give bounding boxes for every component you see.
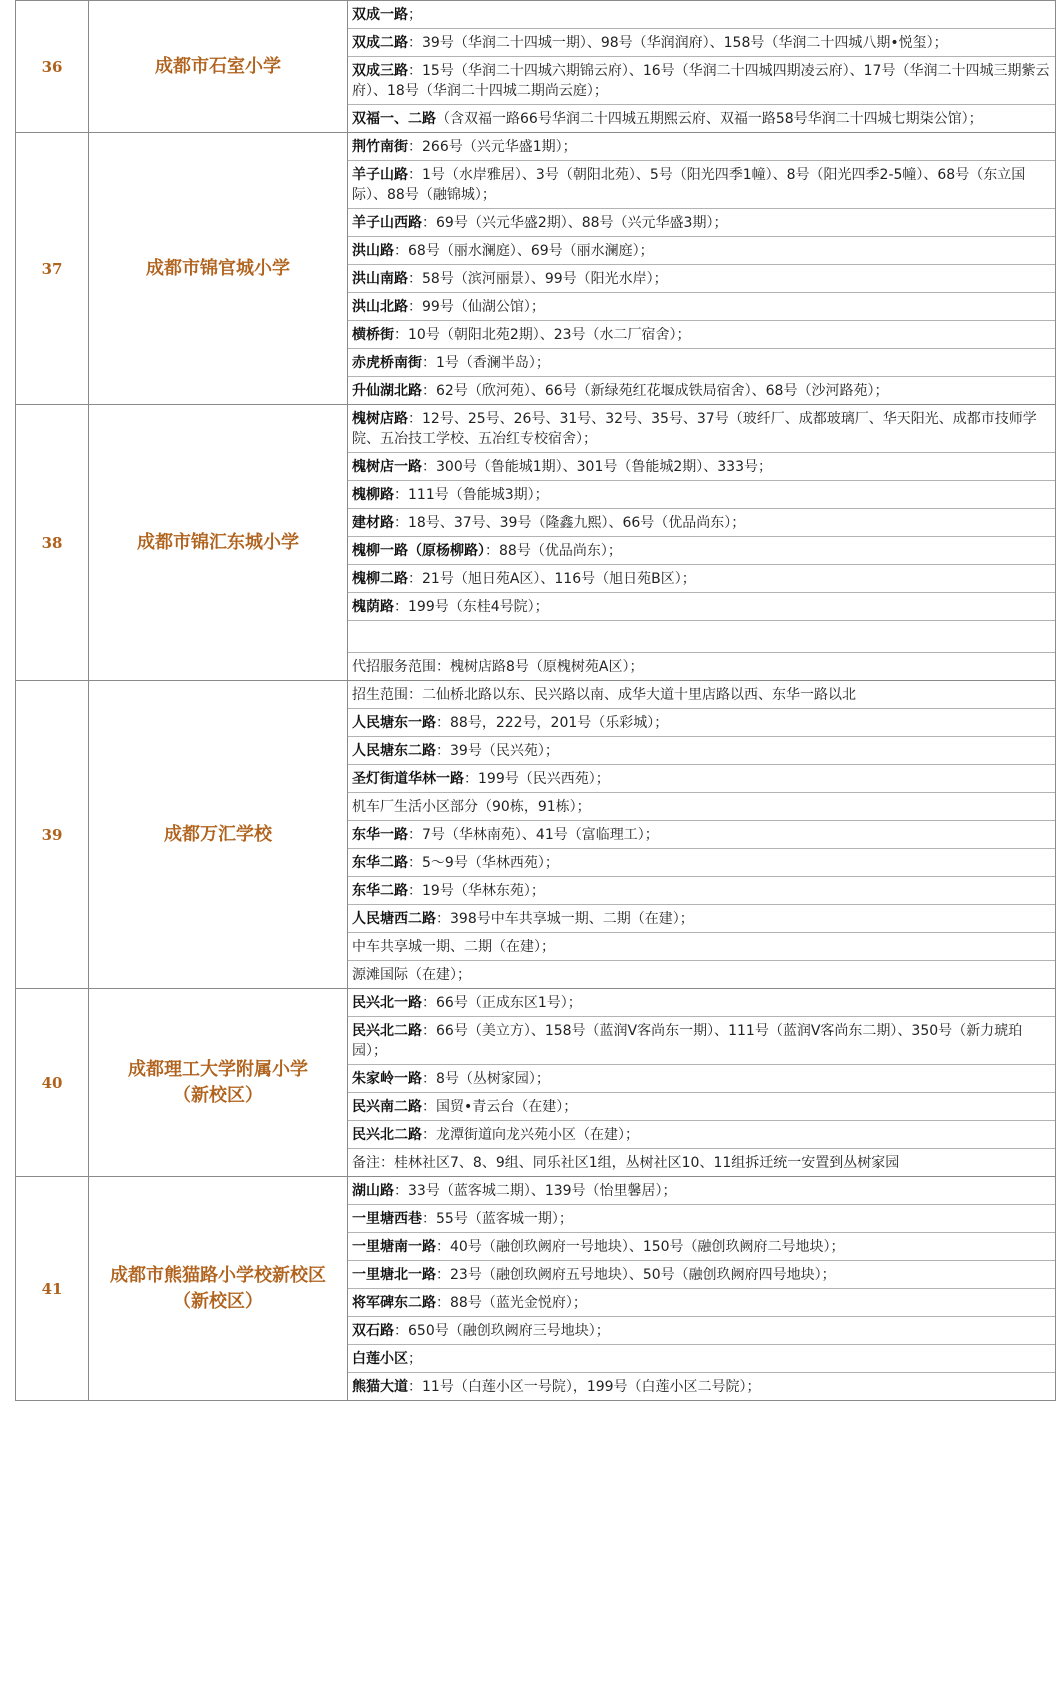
address-detail: ：8号（丛树家园）； xyxy=(422,1071,550,1087)
school-name: 成都万汇学校 xyxy=(164,823,272,845)
table-body xyxy=(16,1,1056,1401)
address-detail: ：88号，222号，201号（乐彩城）； xyxy=(436,715,669,731)
road-name: 人民塘东一路 xyxy=(352,715,436,731)
address-detail: ：15号（华润二十四城六期锦云府）、16号（华润二十四城四期凌云府）、17号（华润二十四城三期紫云府）、18号（华润二十四城二期尚云庭）； xyxy=(352,63,1050,99)
school-name: 成都市锦汇东城小学 xyxy=(137,531,299,553)
table-row xyxy=(16,133,1056,405)
zone-line xyxy=(348,681,1055,709)
address-detail: ：58号（滨河丽景）、99号（阳光水岸）； xyxy=(408,271,668,287)
address-detail: ：99号（仙湖公馆）； xyxy=(408,299,545,315)
row-number: 37 xyxy=(16,133,89,405)
zone-line xyxy=(348,265,1055,293)
zone-line xyxy=(348,565,1055,593)
zone-line xyxy=(348,29,1055,57)
zone-detail-cell xyxy=(348,1,1056,133)
road-name: 人民塘西二路 xyxy=(352,911,436,927)
address-detail: ：40号（融创玖阙府一号地块）、150号（融创玖阙府二号地块）； xyxy=(436,1239,845,1255)
address-detail: ：199号（民兴西苑）； xyxy=(464,771,610,787)
row-number: 39 xyxy=(16,681,89,989)
address-detail: ：5～9号（华林西苑）； xyxy=(408,855,559,871)
zone-line xyxy=(348,961,1055,988)
zone-line xyxy=(348,1345,1055,1373)
row-number: 41 xyxy=(16,1177,89,1401)
enrollment-zone-table xyxy=(15,0,1056,1401)
road-name: 民兴北一路 xyxy=(352,995,422,1011)
address-detail: ：10号（朝阳北苑2期）、23号（水二厂宿舍）； xyxy=(394,327,691,343)
school-name-cell xyxy=(89,133,348,405)
zone-line xyxy=(348,509,1055,537)
zone-detail-cell xyxy=(348,1177,1056,1401)
address-detail: ：55号（蓝客城一期）； xyxy=(422,1211,573,1227)
row-number: 38 xyxy=(16,405,89,681)
school-name: 成都市熊猫路小学校新校区 xyxy=(110,1264,326,1286)
table-row xyxy=(16,1177,1056,1401)
zone-detail-cell xyxy=(348,989,1056,1177)
address-detail: ：龙潭街道向龙兴苑小区（在建）； xyxy=(422,1127,639,1143)
address-detail: ：66号（美立方）、158号（蓝润V客尚东一期）、111号（蓝润V客尚东二期）、350号（新力琥珀园）； xyxy=(352,1023,1023,1059)
road-name: 朱家岭一路 xyxy=(352,1071,422,1087)
road-name: 一里塘西巷 xyxy=(352,1211,422,1227)
school-name: （新校区） xyxy=(173,1084,263,1106)
zone-line xyxy=(348,1289,1055,1317)
road-name: 横桥街 xyxy=(352,327,394,343)
address-detail: ； xyxy=(408,1351,422,1367)
zone-line xyxy=(348,709,1055,737)
zone-line xyxy=(348,737,1055,765)
zone-line xyxy=(348,453,1055,481)
address-detail: ：23号（融创玖阙府五号地块）、50号（融创玖阙府四号地块）； xyxy=(436,1267,836,1283)
zone-line xyxy=(348,377,1055,404)
zone-line xyxy=(348,1261,1055,1289)
address-detail: 中车共享城一期、二期（在建）； xyxy=(352,939,555,955)
address-detail: ：11号（白莲小区一号院），199号（白莲小区二号院）； xyxy=(408,1379,761,1395)
address-detail: ：398号中车共享城一期、二期（在建）； xyxy=(436,911,694,927)
road-name: 双福一、二路 xyxy=(352,111,436,127)
road-name: 将军碑东二路 xyxy=(352,1295,436,1311)
zone-line xyxy=(348,877,1055,905)
address-detail: ：21号（旭日苑A区）、116号（旭日苑B区）； xyxy=(408,571,696,587)
zone-line xyxy=(348,293,1055,321)
road-name: 湖山路 xyxy=(352,1183,394,1199)
address-detail: ：1号（香澜半岛）； xyxy=(422,355,550,371)
zone-line xyxy=(348,1205,1055,1233)
address-detail: ； xyxy=(408,7,422,23)
zone-line xyxy=(348,593,1055,621)
road-name: 槐柳二路 xyxy=(352,571,408,587)
road-name: 槐树店一路 xyxy=(352,459,422,475)
address-detail: ：266号（兴元华盛1期）； xyxy=(408,139,577,155)
zone-line xyxy=(348,57,1055,105)
zone-line xyxy=(348,537,1055,565)
address-detail: ：650号（融创玖阙府三号地块）； xyxy=(394,1323,610,1339)
zone-line xyxy=(348,765,1055,793)
address-detail: ：62号（欣河苑）、66号（新绿苑红花堰成铁局宿舍）、68号（沙河路苑）； xyxy=(422,383,889,399)
address-detail: ：33号（蓝客城二期）、139号（怡里馨居）； xyxy=(394,1183,677,1199)
road-name: 双成三路 xyxy=(352,63,408,79)
table-row xyxy=(16,405,1056,681)
zone-line xyxy=(348,849,1055,877)
school-name-cell xyxy=(89,1177,348,1401)
zone-line xyxy=(348,237,1055,265)
zone-line xyxy=(348,161,1055,209)
zone-detail-cell xyxy=(348,405,1056,681)
school-name-cell xyxy=(89,989,348,1177)
road-name: 槐树店路 xyxy=(352,411,408,427)
address-detail: 备注：桂林社区7、8、9组、同乐社区1组，丛树社区10、11组拆迁统一安置到丛树家园 xyxy=(352,1155,900,1171)
address-detail: ：1号（水岸雅居）、3号（朝阳北苑）、5号（阳光四季1幢）、8号（阳光四季2-5幢）、68号（东立国际）、88号（融锦城）； xyxy=(352,167,1026,203)
road-name: 双成二路 xyxy=(352,35,408,51)
table-row xyxy=(16,1,1056,133)
address-detail: ：88号（优品尚东）； xyxy=(485,543,622,559)
zone-line xyxy=(348,1121,1055,1149)
row-number: 36 xyxy=(16,1,89,133)
table-row xyxy=(16,989,1056,1177)
address-detail: ：39号（民兴苑）； xyxy=(436,743,559,759)
road-name: 洪山北路 xyxy=(352,299,408,315)
zone-line xyxy=(348,1,1055,29)
zone-line xyxy=(348,133,1055,161)
road-name: 熊猫大道 xyxy=(352,1379,408,1395)
road-name: 槐荫路 xyxy=(352,599,394,615)
road-name: 槐柳一路（原杨柳路） xyxy=(352,543,485,559)
road-name: 白莲小区 xyxy=(352,1351,408,1367)
row-number: 40 xyxy=(16,989,89,1177)
school-name: 成都市锦官城小学 xyxy=(146,257,290,279)
road-name: 一里塘北一路 xyxy=(352,1267,436,1283)
zone-detail-cell xyxy=(348,681,1056,989)
zone-line xyxy=(348,793,1055,821)
address-detail: ：19号（华林东苑）； xyxy=(408,883,545,899)
school-name-cell xyxy=(89,1,348,133)
road-name: 双成一路 xyxy=(352,7,408,23)
address-detail: ：88号（蓝光金悦府）； xyxy=(436,1295,587,1311)
zone-line xyxy=(348,1317,1055,1345)
address-detail: ：69号（兴元华盛2期）、88号（兴元华盛3期）； xyxy=(422,215,728,231)
zone-line xyxy=(348,1093,1055,1121)
zone-line xyxy=(348,1233,1055,1261)
zone-line xyxy=(348,1065,1055,1093)
zone-line xyxy=(348,349,1055,377)
address-detail: ：66号（正成东区1号）； xyxy=(422,995,582,1011)
road-name: 一里塘南一路 xyxy=(352,1239,436,1255)
address-detail: 招生范围：二仙桥北路以东、民兴路以南、成华大道十里店路以西、东华一路以北 xyxy=(352,687,856,703)
zone-line xyxy=(348,481,1055,509)
zone-line xyxy=(348,905,1055,933)
zone-line xyxy=(348,821,1055,849)
zone-detail-cell xyxy=(348,133,1056,405)
address-detail: ：7号（华林南苑）、41号（富临理工）； xyxy=(408,827,659,843)
school-name: （新校区） xyxy=(173,1290,263,1312)
zone-line xyxy=(348,621,1055,653)
address-detail: ：199号（东桂4号院）； xyxy=(394,599,549,615)
school-name: 成都市石室小学 xyxy=(155,55,281,77)
address-detail: 机车厂生活小区部分（90栋，91栋）； xyxy=(352,799,591,815)
zone-line xyxy=(348,1177,1055,1205)
zone-line xyxy=(348,933,1055,961)
road-name: 东华一路 xyxy=(352,827,408,843)
road-name: 东华二路 xyxy=(352,855,408,871)
road-name: 洪山路 xyxy=(352,243,394,259)
address-detail: （含双福一路66号华润二十四城五期熙云府、双福一路58号华润二十四城七期柒公馆）； xyxy=(436,111,983,127)
road-name: 民兴北二路 xyxy=(352,1023,422,1039)
address-detail: ：18号、37号、39号（隆鑫九熙）、66号（优品尚东）； xyxy=(394,515,746,531)
zone-line xyxy=(348,405,1055,453)
address-detail: 代招服务范围：槐树店路8号（原槐树苑A区）； xyxy=(352,659,644,675)
road-name: 升仙湖北路 xyxy=(352,383,422,399)
road-name: 人民塘东二路 xyxy=(352,743,436,759)
road-name: 荆竹南街 xyxy=(352,139,408,155)
address-detail: ：国贸•青云台（在建）； xyxy=(422,1099,578,1115)
road-name: 羊子山西路 xyxy=(352,215,422,231)
zone-line xyxy=(348,209,1055,237)
zone-line xyxy=(348,989,1055,1017)
zone-line xyxy=(348,321,1055,349)
table-row xyxy=(16,681,1056,989)
address-detail: 源滩国际（在建）； xyxy=(352,967,471,983)
road-name: 洪山南路 xyxy=(352,271,408,287)
school-name: 成都理工大学附属小学 xyxy=(128,1058,308,1080)
zone-line xyxy=(348,1017,1055,1065)
road-name: 民兴北二路 xyxy=(352,1127,422,1143)
school-name-cell xyxy=(89,405,348,681)
road-name: 民兴南二路 xyxy=(352,1099,422,1115)
zone-line xyxy=(348,105,1055,132)
zone-line xyxy=(348,1373,1055,1400)
zone-line xyxy=(348,1149,1055,1176)
road-name: 圣灯街道华林一路 xyxy=(352,771,464,787)
road-name: 东华二路 xyxy=(352,883,408,899)
road-name: 建材路 xyxy=(352,515,394,531)
road-name: 赤虎桥南街 xyxy=(352,355,422,371)
address-detail: ：68号（丽水澜庭）、69号（丽水澜庭）； xyxy=(394,243,654,259)
school-name-cell xyxy=(89,681,348,989)
address-detail: ：300号（鲁能城1期）、301号（鲁能城2期）、333号； xyxy=(422,459,772,475)
road-name: 双石路 xyxy=(352,1323,394,1339)
road-name: 槐柳路 xyxy=(352,487,394,503)
road-name: 羊子山路 xyxy=(352,167,408,183)
zone-line xyxy=(348,653,1055,680)
address-detail: ：111号（鲁能城3期）； xyxy=(394,487,549,503)
address-detail: ：39号（华润二十四城一期）、98号（华润润府）、158号（华润二十四城八期•悦玺）； xyxy=(408,35,948,51)
address-detail: ：12号、25号、26号、31号、32号、35号、37号（玻纤厂、成都玻璃厂、华天阳光、成都市技师学院、五冶技工学校、五冶红专校宿舍）； xyxy=(352,411,1037,447)
